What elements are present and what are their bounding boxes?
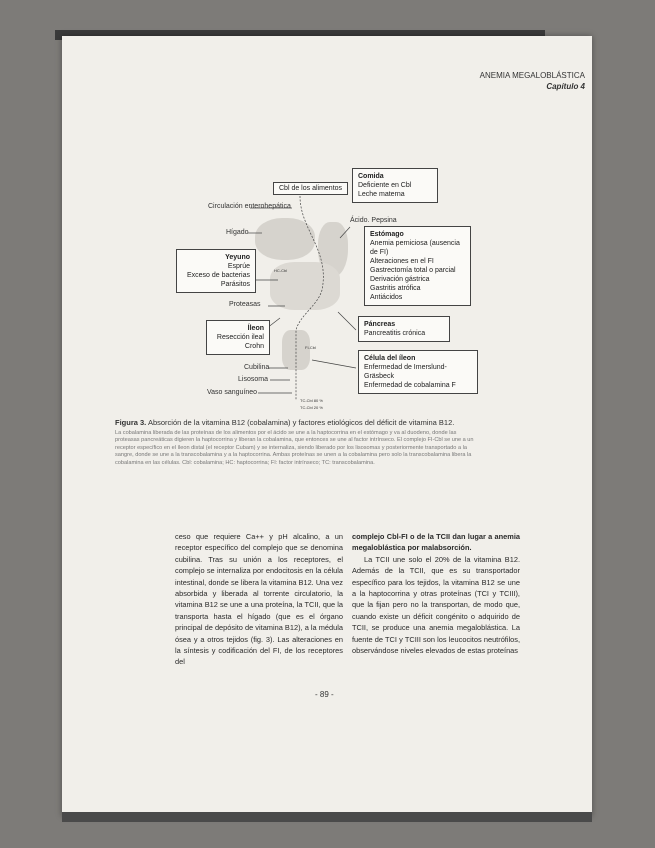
ileum-item: Resección ileal: [216, 334, 264, 341]
text-column-right: [352, 531, 520, 656]
paragraph: ceso que requiere Ca++ y pH alcalino, a un receptor específico del complejo que se denomina cubilina. Tras su unión a los receptores, el complejo se internaliza por endocitosis en la célula intestinal, donde se libera la vitamina B12. Una vez absorbida y liberada al torrente circulatorio, la vitamina B12 se une a una proteína, la TCII, que la transporta hasta el hígado (que es el órgano principal de depósito de vitamina B12), a la médula ósea y a otros tejidos (fig. 3). Las alteraciones en la síntesis y codificación del FI, de los receptores del: [175, 532, 343, 667]
stomach-box: [364, 226, 471, 306]
stomach-box-title: Estómago: [370, 231, 404, 238]
running-header-title: ANEMIA MEGALOBLÁSTICA: [479, 71, 585, 80]
ileum-item: Crohn: [244, 343, 264, 350]
stomach-item: Antiácidos: [370, 294, 403, 301]
cubilin-label: Cubilina: [244, 364, 270, 371]
lysosome-label: Lisosoma: [238, 376, 268, 383]
stomach-item: Gastrectomía total o parcial: [370, 267, 456, 274]
tc-cbl-80-label: TC-Cbl 80 %: [300, 398, 323, 403]
pancreas-item: Pancreatitis crónica: [364, 330, 426, 337]
ileum-box-title: Íleon: [247, 325, 264, 332]
ileum-box: [206, 320, 270, 355]
ileum-cell-item: Enfermedad de cobalamina F: [364, 382, 456, 389]
jejunum-item: Esprúe: [227, 263, 250, 270]
enterohepatic-label: Circulación enterohepática: [208, 203, 291, 210]
proteases-label: Proteasas: [229, 301, 261, 308]
food-item: Deficiente en Cbl: [358, 182, 412, 189]
caption-label: Figura 3.: [115, 418, 147, 427]
jejunum-item: Parásitos: [220, 281, 250, 288]
page-number: - 89 -: [315, 690, 334, 699]
running-header-chapter: Capítulo 4: [546, 82, 585, 91]
text-column-left: [175, 531, 343, 668]
food-box-title: Comida: [358, 173, 384, 180]
jejunum-item: Exceso de bacterias: [186, 272, 250, 279]
cbl-food-label: Cbl de los alimentos: [279, 185, 343, 192]
ileum-cell-item: Enfermedad de Imerslund-Gräsbeck: [364, 364, 447, 380]
caption-body: La cobalamina liberada de las proteínas de los alimentos por el ácido se une a la haptocorrina en el estómago y va al duodeno, donde las proteasas pancreáticas digieren la haptocorrina y liberan la cobalamina, que entonces se une al factor intrínseco. El complejo FI-Cbl se une a un receptor específico en el íleon distal (el receptor Cubam) y se internaliza, siendo liberado por los lisosomas y posteriormente transportado a la sangre, donde se une a la transcobalamina y a la haptocorrina. Ambas proteínas se unen a la cobalamina pero solo la transcobalamina libera la cobalamina en las células. Cbl: cobalamina; HC: haptocorrina; FI: factor intrínseco; TC: transcobalamina.: [115, 430, 474, 466]
hc-cbl-label: HC-Cbl: [274, 268, 288, 273]
cbl-food-label-box: [273, 182, 348, 195]
stomach-item: Alteraciones en el FI: [370, 258, 434, 265]
stomach-item: Gastritis atrófica: [370, 285, 421, 292]
tc-cbl-20-label: TC-Cbl 20 %: [300, 405, 323, 410]
food-box: [352, 168, 438, 203]
fi-cbl-label: FI-Cbl: [305, 345, 316, 350]
acid-pepsin-label: Ácido. Pepsina: [350, 217, 397, 224]
caption-title: Absorción de la vitamina B12 (cobalamina) y factores etiológicos del déficit de vitamina B12.: [147, 418, 455, 427]
stomach-item: de FI): [370, 249, 389, 256]
figure-caption: [115, 418, 475, 467]
stomach-item: Derivación gástrica: [370, 276, 430, 283]
liver-label: Hígado: [226, 229, 249, 236]
jejunum-box: [176, 249, 256, 293]
paragraph: complejo Cbl-FI o de la TCII dan lugar a anemia megaloblástica por malabsorción.: [352, 532, 520, 553]
pancreas-box: [358, 316, 450, 342]
pancreas-box-title: Páncreas: [364, 321, 396, 328]
paragraph: La TCII une solo el 20% de la vitamina B12. Además de la TCII, que es su transportador específico para los tejidos, la vitamina B12 se une a la haptocorrina y otras proteínas (TCI y TCIII), que la fijan pero no la transportan, de modo que, cuando existe un déficit congénito o adquirido de TCII, se produce una anemia megaloblástica. La fuente de TCI y TCIII son los leucocitos neutrófilos, observándose niveles elevados de estas proteínas: [352, 554, 520, 656]
food-item: Leche materna: [358, 191, 405, 198]
jejunum-box-title: Yeyuno: [225, 254, 250, 261]
blood-vessel-label: Vaso sanguíneo: [207, 389, 258, 396]
stomach-item: Anemia perniciosa (ausencia: [370, 240, 460, 247]
ileum-cell-box-title: Célula del íleon: [364, 355, 416, 362]
ileum-cell-box: [358, 350, 478, 394]
